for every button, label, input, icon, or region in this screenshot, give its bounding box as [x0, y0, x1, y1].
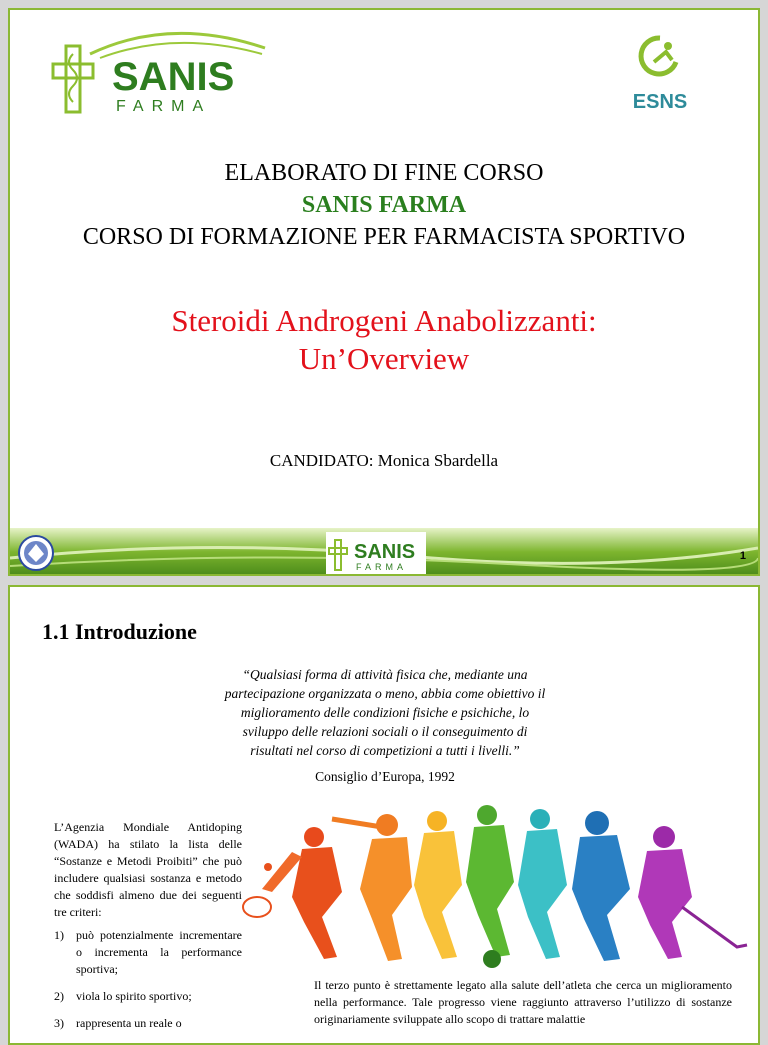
list-item	[54, 988, 242, 1005]
runner-figure	[414, 811, 462, 959]
introduction-slide	[8, 585, 760, 1045]
quote-line: partecipazione organizzata o meno, abbia come obiettivo il	[224, 686, 546, 701]
list-item-text: può potenzialmente incrementare o incrementa la performance sportiva;	[76, 928, 242, 976]
basketball-player-figure	[518, 809, 567, 959]
footer-sanis-logo	[326, 532, 426, 574]
quote-line: sviluppo delle relazioni sociali o il conseguimento di	[242, 724, 528, 739]
svg-text:SANIS: SANIS	[354, 541, 416, 563]
thesis-title	[10, 302, 758, 378]
course-label: ELABORATO DI FINE CORSO	[224, 160, 544, 186]
athletes-illustration	[242, 797, 752, 972]
tennis-player-figure	[243, 827, 342, 959]
wada-paragraph: L’Agenzia Mondiale Antidoping (WADA) ha stilato la lista delle “Sostanze e Metodi Proibiti” che può includere qualsiasi sostanza e metodo che soddisfi almeno due dei seguenti tre criteri:	[54, 820, 242, 919]
list-item-text: viola lo spirito sportivo;	[76, 989, 192, 1003]
university-emblem	[16, 534, 56, 572]
section-heading: 1.1 Introduzione	[42, 619, 197, 644]
organization-name: SANIS FARMA	[301, 192, 467, 218]
sanis-farma-logo	[50, 24, 280, 114]
quote-line: miglioramento delle condizioni fisiche e psichiche, lo	[240, 705, 530, 720]
list-item-number: 2)	[54, 989, 64, 1003]
football-player-figure	[572, 811, 630, 961]
page-number: 1	[739, 550, 746, 562]
hockey-player-figure	[638, 826, 747, 959]
soccer-player-figure	[466, 805, 514, 968]
quote-source: Consiglio d’Europa, 1992	[315, 769, 455, 784]
list-item-text: rappresenta un reale o	[76, 1016, 182, 1030]
svg-text:SANIS: SANIS	[112, 55, 235, 99]
thesis-title-line1: Steroidi Androgeni Anabolizzanti:	[171, 303, 597, 338]
quote-line: “Qualsiasi forma di attività fisica che, mediante una	[242, 667, 528, 682]
baseball-player-figure	[332, 814, 412, 961]
quote-line: risultati nel corso di competizioni a tutti i livelli.”	[250, 743, 520, 758]
thesis-title-line2: Un’Overview	[298, 341, 470, 376]
list-item	[54, 927, 242, 978]
list-item-number: 1)	[54, 928, 64, 942]
svg-text:FARMA: FARMA	[116, 98, 212, 114]
quote	[190, 665, 580, 760]
title-slide	[8, 8, 760, 576]
svg-text:ESNS: ESNS	[632, 91, 688, 113]
svg-text:FARMA: FARMA	[356, 562, 408, 572]
course-title: CORSO DI FORMAZIONE PER FARMACISTA SPORTIVO	[82, 224, 686, 250]
health-paragraph: Il terzo punto è strettamente legato alla salute dell’atleta che cerca un miglioramento nella performance. Tale progresso viene raggiunto attraverso l’utilizzo di sostanze originariamente sviluppate allo scopo di trattare malattie	[314, 978, 732, 1026]
criteria-list	[54, 927, 242, 1042]
list-item-number: 3)	[54, 1016, 64, 1030]
candidate-name: CANDIDATO: Monica Sbardella	[269, 451, 499, 470]
esns-logo	[610, 30, 710, 120]
